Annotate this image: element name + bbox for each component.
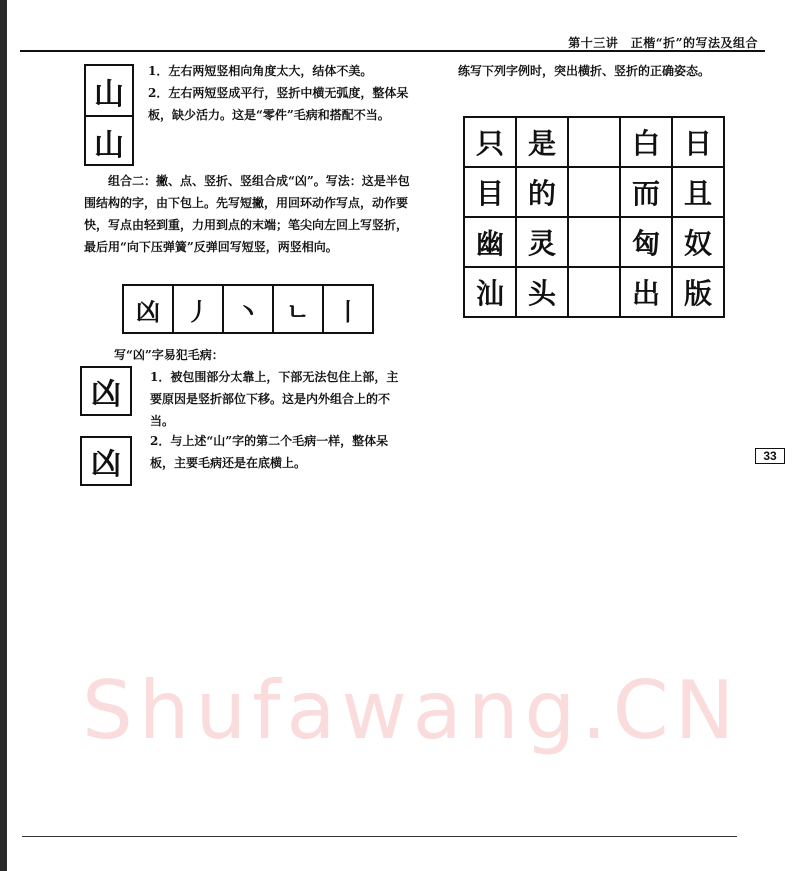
practice-cell: 的 (516, 167, 568, 217)
footer-rule (22, 836, 737, 837)
practice-cell: 匈 (620, 217, 672, 267)
practice-grid (463, 116, 725, 318)
practice-cell (568, 167, 620, 217)
combo-intro-text: 组合二：撇、点、竖折、竖组合成“凶”。写法：这是半包围结构的字，由下包上。先写短撇，用回环动作写点，动作要快，写点由轻到重，力用到点的末端；笔尖向左回上写竖折，最后用“向下压弹簧”反弹回写短竖，两竖相向。 (84, 174, 410, 254)
practice-cell: 而 (620, 167, 672, 217)
shan-notes (148, 60, 410, 126)
practice-cell (568, 117, 620, 167)
practice-cell: 幽 (464, 217, 516, 267)
practice-cell: 汕 (464, 267, 516, 317)
errors-title: 写“凶”字易犯毛病： (114, 348, 224, 362)
error-note-2: 2．与上述“山”字的第二个毛病一样，整体呆板，主要毛病还是在底横上。 (150, 434, 389, 470)
practice-instruction (440, 60, 750, 82)
header-rule (20, 50, 765, 52)
practice-cell (568, 267, 620, 317)
practice-cell: 灵 (516, 217, 568, 267)
error-notes-2 (150, 430, 408, 474)
practice-cell (568, 217, 620, 267)
practice-cell: 是 (516, 117, 568, 167)
error-example-2: 凶 (80, 436, 132, 486)
shan-example-2: 山 (94, 127, 124, 163)
practice-cell: 出 (620, 267, 672, 317)
practice-cell: 且 (672, 167, 724, 217)
practice-cell: 只 (464, 117, 516, 167)
stroke-cell: ㄴ (273, 285, 323, 333)
practice-cell: 日 (672, 117, 724, 167)
instruction-text: 练写下列字例时，突出横折、竖折的正确姿态。 (458, 64, 711, 78)
practice-cell: 版 (672, 267, 724, 317)
stroke-sequence (122, 284, 374, 334)
practice-cell: 目 (464, 167, 516, 217)
error-note-1: 1．被包围部分太靠上，下部无法包住上部，主要原因是竖折部位下移。这是内外组合上的不当。 (150, 370, 399, 428)
watermark: Shufawang.CN (82, 664, 741, 757)
stroke-cell: 丿 (173, 285, 223, 333)
combo-intro (84, 170, 410, 258)
stroke-cell: 丨 (323, 285, 373, 333)
shan-example-1: 山 (86, 66, 132, 117)
shan-note-1: 1．左右两短竖相向角度太大，结体不美。 (148, 64, 373, 78)
stroke-cell: 丶 (223, 285, 273, 333)
error-notes (150, 366, 408, 432)
lecture-title: 第十三讲 正楷“折”的写法及组合 (568, 36, 758, 50)
stroke-cell: 凶 (123, 285, 173, 333)
practice-cell: 头 (516, 267, 568, 317)
page-number: 33 (755, 448, 785, 464)
shan-note-2: 2．左右两短竖成平行，竖折中横无弧度，整体呆板，缺少活力。这是“零件”毛病和搭配不当。 (148, 86, 409, 122)
shan-example-box (84, 64, 134, 166)
page-edge (0, 0, 7, 871)
error-example-1: 凶 (80, 366, 132, 416)
practice-cell: 白 (620, 117, 672, 167)
practice-cell: 奴 (672, 217, 724, 267)
